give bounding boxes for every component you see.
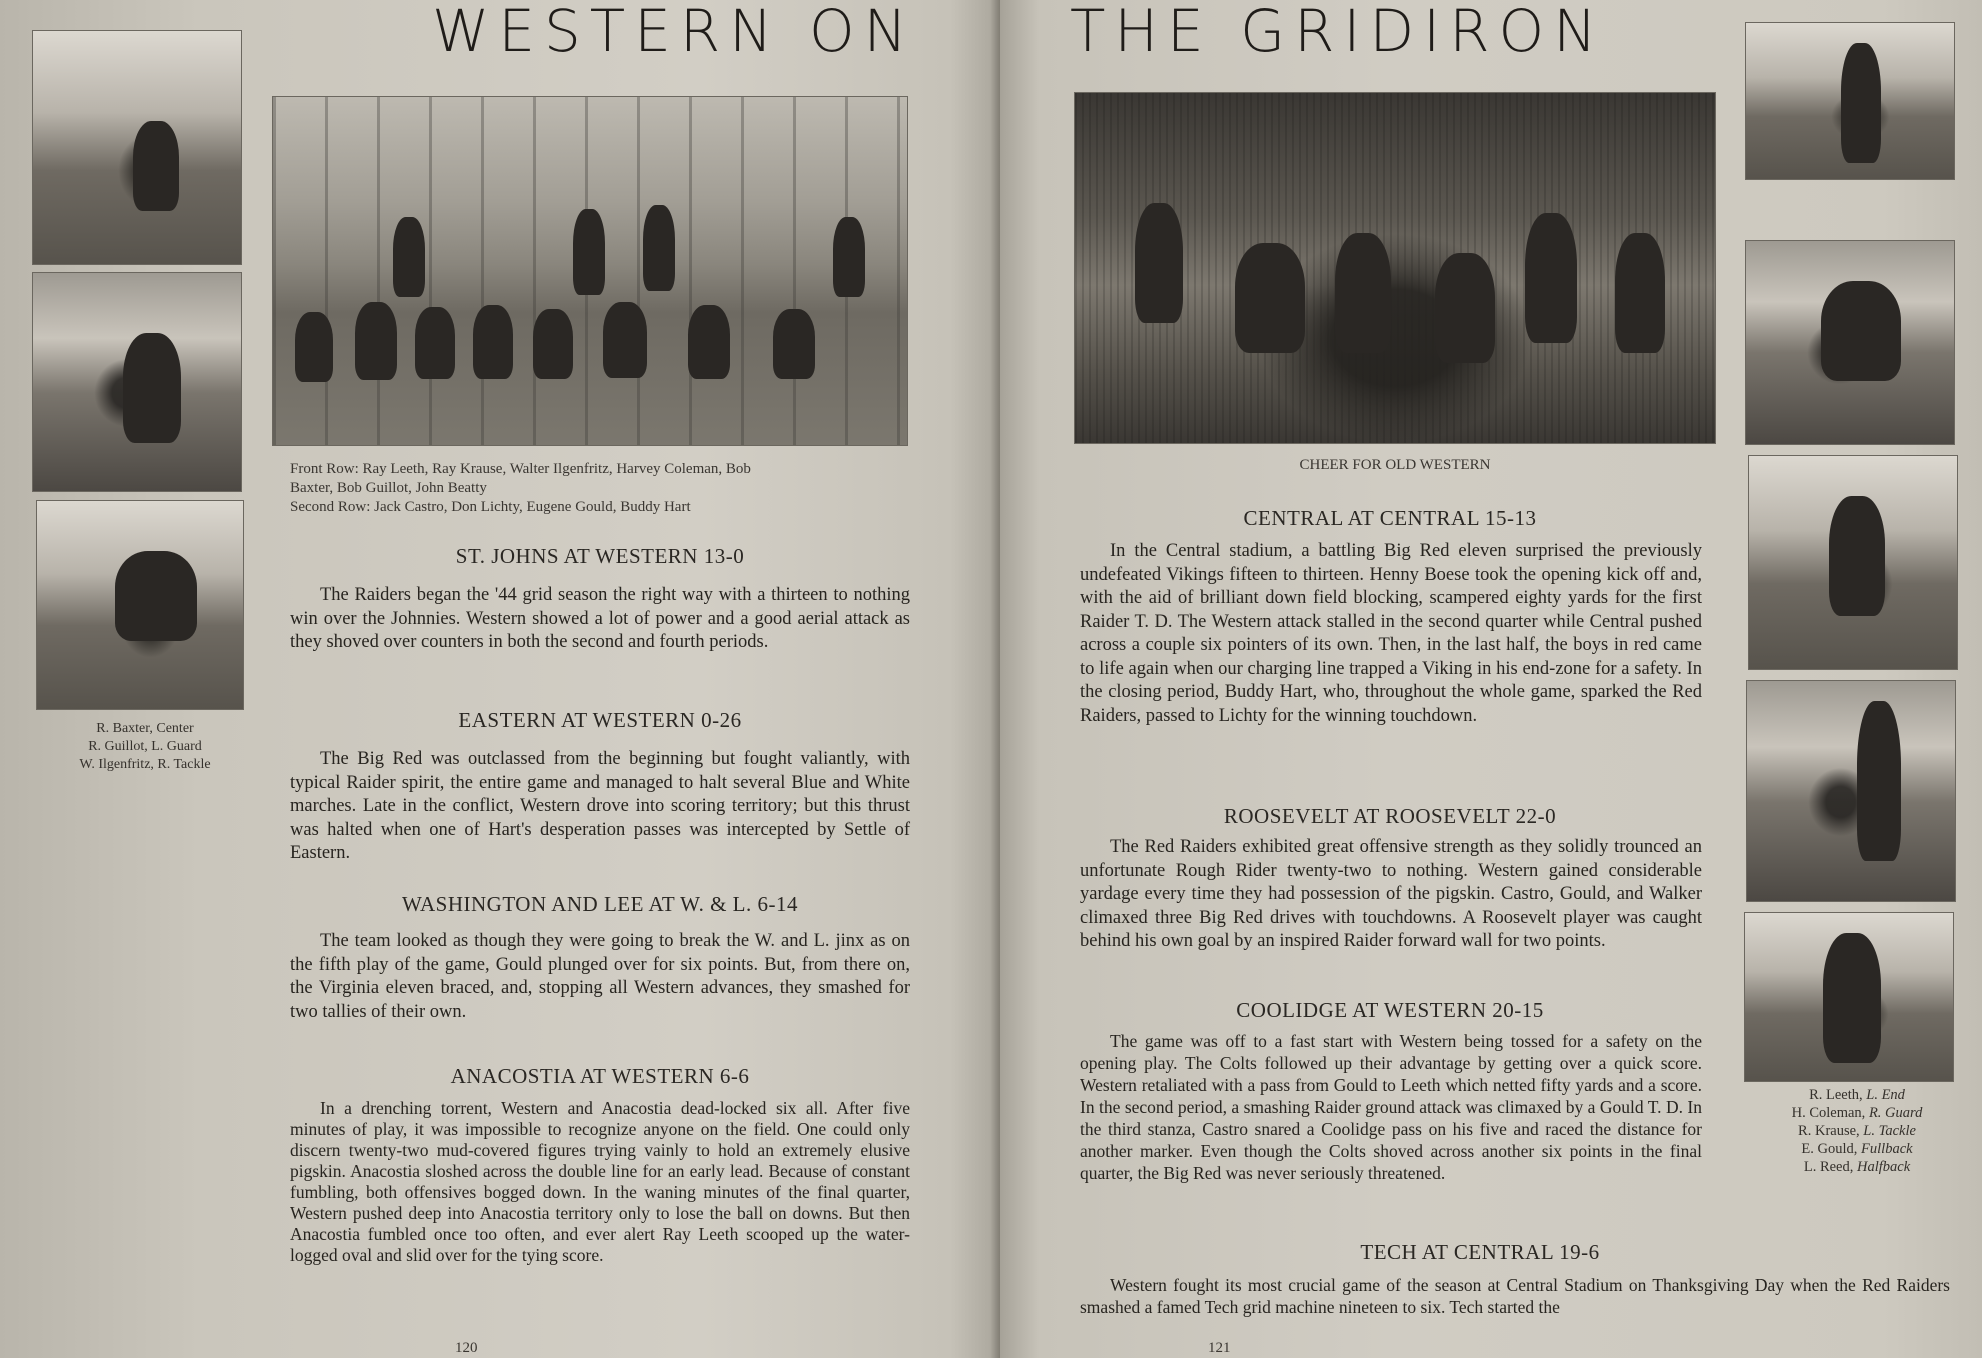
player-photo-baxter xyxy=(32,30,242,265)
roster-line: L. Reed, Halfback xyxy=(1803,1159,1911,1175)
player-photo-reed xyxy=(1744,912,1954,1082)
roster-line: R. Guillot, L. Guard xyxy=(88,739,202,754)
team-photo-caption xyxy=(290,460,910,517)
roster-line: H. Coleman, R. Guard xyxy=(1791,1105,1923,1121)
game-title: ST. JOHNS AT WESTERN 13-0 xyxy=(455,544,745,568)
caption-line: Front Row: Ray Leeth, Ray Krause, Walter Ilgenfritz, Harvey Coleman, Bob xyxy=(290,461,751,477)
team-photo xyxy=(272,96,908,446)
game-title: COOLIDGE AT WESTERN 20-15 xyxy=(1236,998,1544,1022)
roster-line: R. Baxter, Center xyxy=(96,721,194,736)
game-title: EASTERN AT WESTERN 0-26 xyxy=(458,708,742,732)
game-report: The Raiders began the '44 grid season the right way with a thirteen to nothing win over the Johnnies. Western showed a lot of power and a good aerial attack as they shoved over counters in both the second and fourth periods. xyxy=(290,585,910,652)
game-report: In the Central stadium, a battling Big Red eleven surprised the previously undefeated Vikings fifteen to thirteen. Henny Boese took the opening kick off and, with the aid of brilliant down field blocking, scampered eighty yards for the first Raider T. D. The Western attack stalled in the second quarter while Central pushed across a couple six pointers of its own. Then, in the last half, the boys in red came to life again when our charging line trapped a Viking in his end-zone for a safety. In the closing period, Buddy Hart, who, throughout the whole game, sparked the Red Raiders, passed to Lichty for the winning touchdown. xyxy=(1080,541,1702,726)
caption-line: Second Row: Jack Castro, Don Lichty, Eugene Gould, Buddy Hart xyxy=(290,499,691,515)
game-report: In a drenching torrent, Western and Anacostia dead-locked six all. After five minutes of play, it was impossible to recognize anyone on the field. One could only discern twenty-two mud-covered figures trying vainly to hold an extremely elusive pigskin. Anacostia sloshed across the double line for an early lead. Because of constant fumbling, both offensives bogged down. In the waning minutes of the final quarter, Western pushed deep into Anacostia territory only to lose the ball on downs. But then Anacostia fumbled once too often, and ever alert Ray Leeth scooped up the water-logged oval and slid over for the tying score. xyxy=(290,1098,910,1265)
action-photo-caption: CHEER FOR OLD WESTERN xyxy=(1299,457,1491,473)
player-photo-guillot xyxy=(32,272,242,492)
headline-right: THE GRIDIRON xyxy=(1070,0,1606,65)
game-report: The team looked as though they were going to break the W. and L. jinx as on the fifth play of the game, Gould plunged over for six points. But, from there on, the Virginia eleven braced, and, stopping all Western advances, they smashed for two tallies of their own. xyxy=(290,931,910,1022)
caption-line: Baxter, Bob Guillot, John Beatty xyxy=(290,480,487,496)
game-report: Western fought its most crucial game of the season at Central Stadium on Thanksgiving Day when the Red Raiders smashed a famed Tech grid machine nineteen to six. Tech started the xyxy=(1080,1275,1950,1317)
game-title: CENTRAL AT CENTRAL 15-13 xyxy=(1243,506,1537,530)
game-title: ANACOSTIA AT WESTERN 6-6 xyxy=(450,1064,750,1088)
player-photo-krause xyxy=(1748,455,1958,670)
page-number: 121 xyxy=(1208,1340,1231,1356)
player-photo-coleman xyxy=(1745,240,1955,445)
headline-left: WESTERN ON xyxy=(432,0,917,65)
roster-line: E. Gould, Fullback xyxy=(1801,1141,1913,1157)
roster-line: W. Ilgenfritz, R. Tackle xyxy=(79,757,211,772)
roster-line: R. Leeth, L. End xyxy=(1809,1087,1905,1103)
player-photo-leeth xyxy=(1745,22,1955,180)
player-photo-ilgenfritz xyxy=(36,500,244,710)
game-title: WASHINGTON AND LEE AT W. & L. 6-14 xyxy=(402,892,798,916)
game-report: The game was off to a fast start with Western being tossed for a safety on the opening play. The Colts followed up their advantage by getting over a quick score. Western retaliated with a pass from Gould to Leeth which netted fifty yards and a score. In the second period, a smashing Raider ground attack was climaxed by a Gould T. D. In the third stanza, Castro snared a Coolidge pass on his five and raced the distance for another marker. Even though the Colts shoved across another six points in the final quarter, the Big Red was never seriously threatened. xyxy=(1080,1031,1702,1183)
game-title: TECH AT CENTRAL 19-6 xyxy=(1360,1240,1600,1264)
player-photo-gould xyxy=(1746,680,1956,902)
side-roster-left xyxy=(40,720,250,774)
roster-line: R. Krause, L. Tackle xyxy=(1798,1123,1916,1139)
page-number: 120 xyxy=(455,1340,478,1356)
game-report: The Big Red was outclassed from the beginning but fought valiantly, with typical Raider spirit, the entire game and managed to halt several Blue and White marches. Late in the conflict, Western drove into scoring territory; but this thrust was halted when one of Hart's desperation passes was intercepted by Settle of Eastern. xyxy=(290,749,910,863)
game-report: The Red Raiders exhibited great offensive strength as they solidly trounced an unfortunate Rough Rider twenty-two to nothing. Western gained considerable yardage every time they had possession of the pigskin. Castro, Gould, and Walker climaxed three Big Red drives with touchdowns. A Roosevelt player was caught behind his own goal by an inspired Raider forward wall for two points. xyxy=(1080,837,1702,951)
side-roster-right xyxy=(1752,1086,1962,1176)
game-action-photo xyxy=(1074,92,1716,444)
right-page xyxy=(1000,0,1982,1358)
game-title: ROOSEVELT AT ROOSEVELT 22-0 xyxy=(1223,804,1557,828)
